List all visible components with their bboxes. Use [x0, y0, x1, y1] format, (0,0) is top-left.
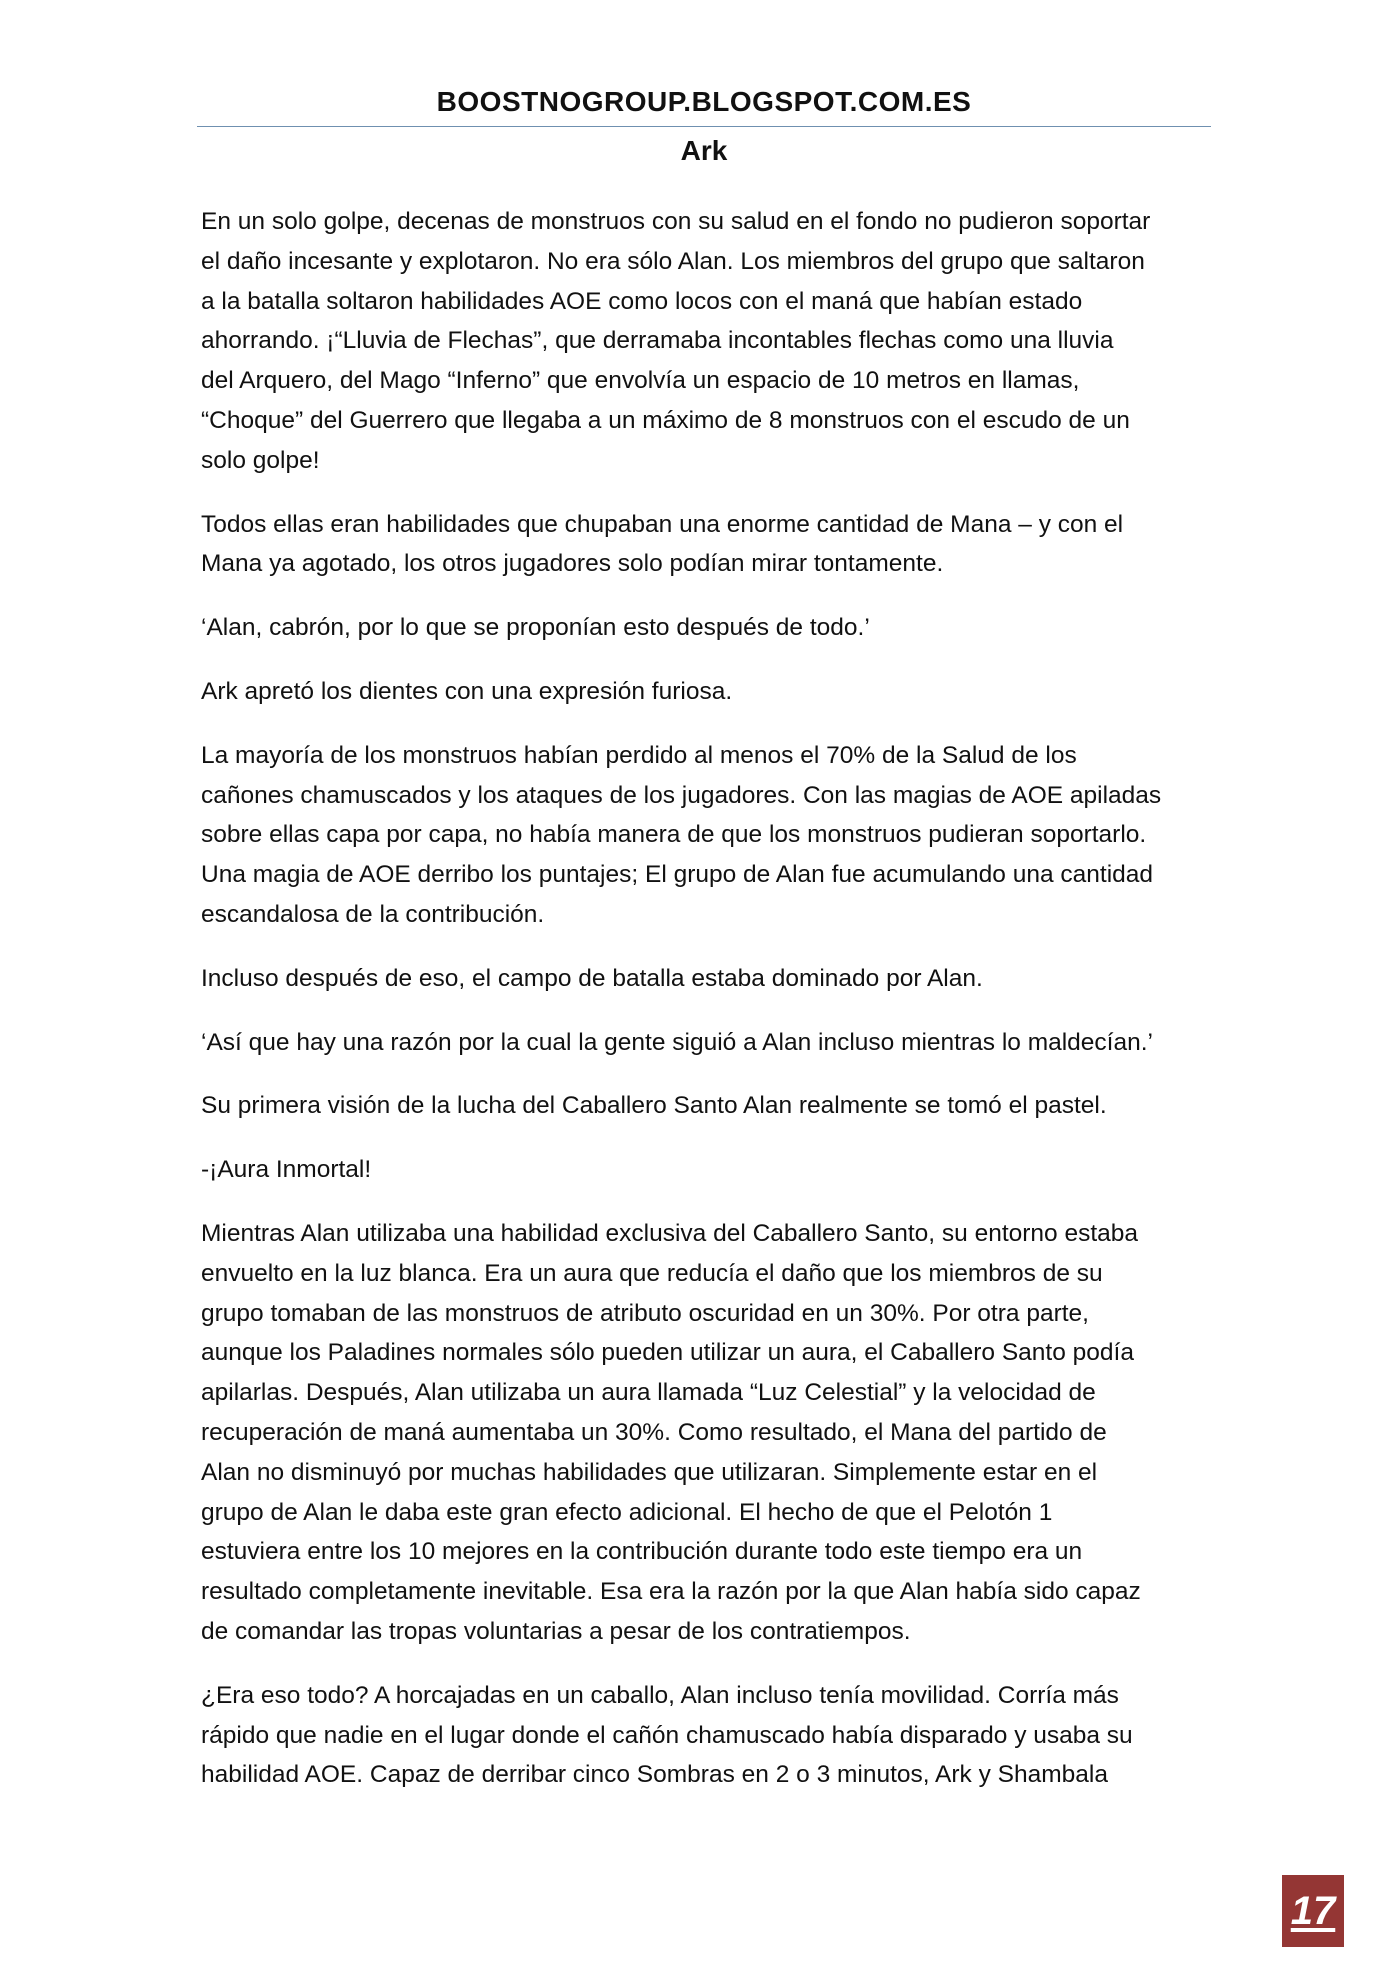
text-line: escandalosa de la contribución. [201, 900, 545, 928]
text-line: ¿Era eso todo? A horcajadas en un caballo, Alan incluso tenía movilidad. Corría más [201, 1681, 1119, 1709]
text-line: habilidad AOE. Capaz de derribar cinco Sombras en 2 o 3 minutos, Ark y Shambala [201, 1761, 1108, 1789]
text-line: -¡Aura Inmortal! [201, 1156, 372, 1184]
paragraph [201, 505, 1211, 585]
text-line: Su primera visión de la lucha del Caballero Santo Alan realmente se tomó el pastel. [201, 1092, 1107, 1120]
paragraph [201, 959, 1211, 999]
page-number-box [1282, 1875, 1344, 1947]
text-line: Alan no disminuyó por muchas habilidades que utilizaran. Simplemente estar en el [201, 1458, 1098, 1486]
text-line: rápido que nadie en el lugar donde el cañón chamuscado había disparado y usaba su [201, 1721, 1133, 1749]
text-line: ‘Alan, cabrón, por lo que se proponían esto después de todo.’ [201, 614, 870, 642]
text-line: de comandar las tropas voluntarias a pesar de los contratiempos. [201, 1617, 911, 1645]
text-line: a la batalla soltaron habilidades AOE como locos con el maná que habían estado [201, 287, 1083, 315]
text-line: envuelto en la luz blanca. Era un aura que reducía el daño que los miembros de su [201, 1259, 1103, 1287]
text-line: grupo tomaban de las monstruos de atributo oscuridad en un 30%. Por otra parte, [201, 1299, 1089, 1327]
text-line: cañones chamuscados y los ataques de los jugadores. Con las magias de AOE apiladas [201, 781, 1162, 809]
paragraph [201, 608, 1211, 648]
text-line: solo golpe! [201, 446, 320, 474]
text-line: Una magia de AOE derribo los puntajes; El grupo de Alan fue acumulando una cantidad [201, 861, 1154, 889]
paragraph [201, 672, 1211, 712]
paragraph [201, 1214, 1211, 1652]
paragraph [201, 202, 1211, 481]
text-line: La mayoría de los monstruos habían perdido al menos el 70% de la Salud de los [201, 741, 1077, 769]
text-line: apilarlas. Después, Alan utilizaba un aura llamada “Luz Celestial” y la velocidad de [201, 1379, 1096, 1407]
text-line: grupo de Alan le daba este gran efecto adicional. El hecho de que el Pelotón 1 [201, 1498, 1053, 1526]
paragraph [201, 736, 1211, 935]
text-line: Mientras Alan utilizaba una habilidad exclusiva del Caballero Santo, su entorno estaba [201, 1219, 1139, 1247]
text-line: “Choque” del Guerrero que llegaba a un máximo de 8 monstruos con el escudo de un [201, 406, 1130, 434]
text-line: resultado completamente inevitable. Esa era la razón por la que Alan había sido capaz [201, 1578, 1141, 1606]
paragraph [201, 1676, 1211, 1795]
text-line: Todos ellas eran habilidades que chupaban una enorme cantidad de Mana – y con el [201, 510, 1124, 538]
text-line: estuviera entre los 10 mejores en la contribución durante todo este tiempo era un [201, 1538, 1083, 1566]
page-number: 17 [1290, 1888, 1336, 1933]
text-line: recuperación de maná aumentaba un 30%. Como resultado, el Mana del partido de [201, 1418, 1107, 1446]
paragraph [201, 1023, 1211, 1063]
text-line: sobre ellas capa por capa, no había manera de que los monstruos pudieran soportarlo. [201, 821, 1147, 849]
page-header [197, 80, 1211, 173]
site-url: BOOSTNOGROUP.BLOGSPOT.COM.ES [436, 86, 972, 117]
paragraph [201, 1150, 1211, 1190]
text-line: Ark apretó los dientes con una expresión furiosa. [201, 677, 733, 705]
text-line: ‘Así que hay una razón por la cual la gente siguió a Alan incluso mientras lo maldecían.’ [201, 1028, 1153, 1056]
text-line: el daño incesante y explotaron. No era sólo Alan. Los miembros del grupo que saltaron [201, 247, 1145, 275]
text-line: Mana ya agotado, los otros jugadores solo podían mirar tontamente. [201, 550, 944, 578]
paragraph [201, 1086, 1211, 1126]
text-line: aunque los Paladines normales sólo pueden utilizar un aura, el Caballero Santo podía [201, 1339, 1134, 1367]
text-line: del Arquero, del Mago “Inferno” que envolvía un espacio de 10 metros en llamas, [201, 367, 1080, 395]
document-body [201, 202, 1211, 1819]
text-line: ahorrando. ¡“Lluvia de Flechas”, que derramaba incontables flechas como una lluvia [201, 327, 1114, 355]
text-line: Incluso después de eso, el campo de batalla estaba dominado por Alan. [201, 964, 983, 992]
book-title: Ark [680, 135, 728, 166]
header-rule [197, 126, 1211, 127]
text-line: En un solo golpe, decenas de monstruos con su salud en el fondo no pudieron soportar [201, 208, 1151, 235]
